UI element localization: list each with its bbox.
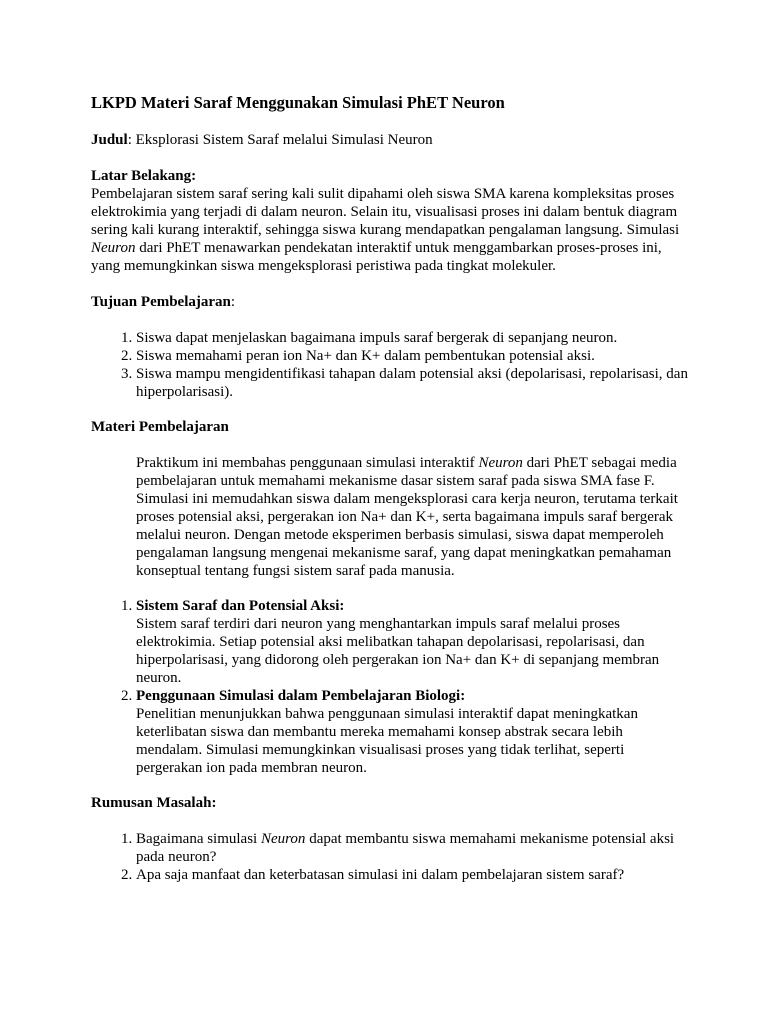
list-item: 3. Siswa mampu mengidentifikasi tahapan dalam potensial aksi (depolarisasi, repolarisasi, dan hiperpolarisasi). (136, 365, 688, 401)
tujuan-heading (91, 293, 688, 311)
list-item (136, 830, 688, 866)
materi-list (91, 597, 688, 777)
materi-intro-part-2: dari PhET sebagai media pembelajaran untuk memahami mekanisme dasar sistem saraf pada siswa SMA fase F. Simulasi ini memudahkan siswa dalam mengeksplorasi cara kerja neuron, terutama terkait proses potensial aksi, pergerakan ion Na+ dan K+, serta bagaimana impuls saraf bergerak melalui neuron. Dengan metode eksperimen berbasis simulasi, siswa dapat memperoleh pengalaman langsung mengenai mekanisme saraf, yang dapat meningkatkan pemahaman konseptual tentang fungsi sistem saraf pada manusia. (136, 455, 678, 579)
list-item (136, 597, 688, 687)
materi-item-heading: Sistem Saraf dan Potensial Aksi: (136, 598, 345, 614)
tujuan-list (91, 329, 688, 401)
judul-value: Eksplorasi Sistem Saraf melalui Simulasi Neuron (131, 132, 433, 148)
materi-item-body: Penelitian menunjukkan bahwa penggunaan simulasi interaktif dapat meningkatkan keterlibatan siswa dan membantu mereka memahami konsep abstrak secara lebih mendalam. Simulasi memungkinkan visualisasi proses yang tidak terlihat, seperti pergerakan ion pada membran neuron. (136, 706, 638, 776)
rumusan-heading: Rumusan Masalah: (91, 795, 217, 811)
tujuan-heading-colon: : (230, 294, 236, 310)
list-item (136, 687, 688, 777)
rumusan-item-1-part-1: Bagaimana simulasi (136, 831, 261, 847)
judul-separator: : (127, 132, 132, 148)
judul-label: Judul (91, 132, 128, 148)
materi-item-body: Sistem saraf terdiri dari neuron yang menghantarkan impuls saraf melalui proses elektrokimia. Setiap potensial aksi melibatkan tahapan depolarisasi, repolarisasi, dan hiperpolarisasi, yang didorong oleh pergerakan ion Na+ dan K+ di sepanjang membran neuron. (136, 616, 660, 686)
latar-italic-neuron: Neuron (91, 240, 136, 256)
materi-intro-paragraph (136, 454, 688, 580)
latar-text-part-2: dari PhET menawarkan pendekatan interaktif untuk menggambarkan proses-proses ini, yang memungkinkan siswa mengeksplorasi peristiwa pada tingkat molekuler. (91, 240, 662, 274)
list-item: 1. Siswa dapat menjelaskan bagaimana impuls saraf bergerak di sepanjang neuron. (136, 329, 688, 347)
materi-item-heading: Penggunaan Simulasi dalam Pembelajaran Biologi: (136, 688, 466, 704)
rumusan-item-1-italic: Neuron (260, 831, 306, 847)
document-title: LKPD Materi Saraf Menggunakan Simulasi PhET Neuron (91, 93, 505, 112)
tujuan-heading-label: Tujuan Pembelajaran (91, 294, 231, 310)
latar-text-part-1: Pembelajaran sistem saraf sering kali sulit dipahami oleh siswa SMA karena kompleksitas proses elektrokimia yang terjadi di dalam neuron. Selain itu, visualisasi proses ini dalam bentuk diagram sering kali kurang interaktif, sehingga siswa kurang mendapatkan pengalaman langsung. Simulasi (91, 186, 680, 238)
list-item: 2. Siswa memahami peran ion Na+ dan K+ dalam pembentukan potensial aksi. (136, 347, 688, 365)
materi-heading: Materi Pembelajaran (91, 419, 229, 435)
latar-belakang-paragraph (91, 185, 688, 275)
rumusan-item-1-part-2: dapat membantu siswa memahami mekanisme potensial aksi pada neuron? (136, 831, 675, 865)
materi-intro-italic-neuron: Neuron (478, 455, 523, 471)
list-item: 2. Apa saja manfaat dan keterbatasan simulasi ini dalam pembelajaran sistem saraf? (136, 866, 688, 884)
judul-line (91, 131, 688, 149)
rumusan-list (91, 830, 688, 884)
latar-belakang-heading: Latar Belakang: (91, 168, 197, 184)
materi-intro-part-1: Praktikum ini membahas penggunaan simulasi interaktif (136, 455, 479, 471)
